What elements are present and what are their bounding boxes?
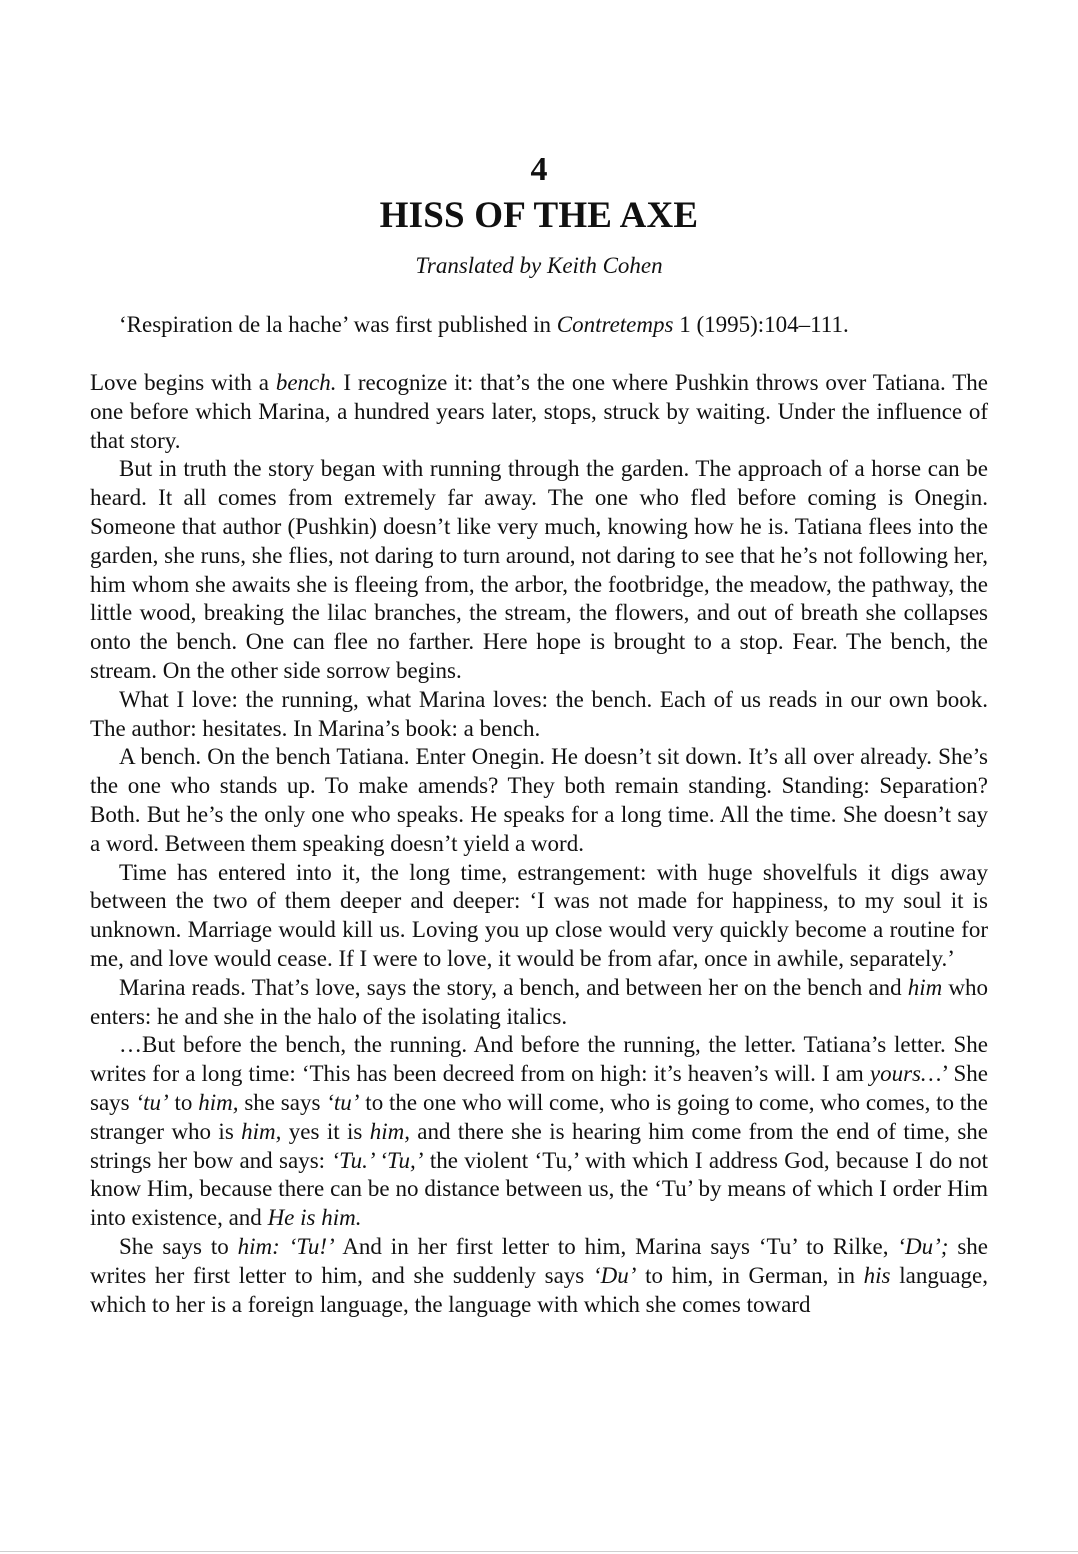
italic-text: yours… (869, 1061, 942, 1087)
translator-credit: Translated by Keith Cohen (415, 253, 663, 278)
italic-text: him: ‘Tu!’ (237, 1233, 335, 1259)
publication-note-citation: 1 (1995):104–111. (673, 312, 849, 337)
italic-text: him (907, 974, 943, 1000)
body-paragraph (90, 1233, 988, 1319)
paragraph-text: Love begins with a (90, 370, 276, 395)
paragraph-text: yes it is (281, 1118, 370, 1144)
body-paragraph (90, 455, 988, 685)
paragraph-text: she says (238, 1089, 327, 1115)
paragraph-text: the violent ‘Tu,’ with which I address God, because I do not know Him, because there can be no distance between us, the ‘Tu’ by means of which I order Him into existence, and (90, 1147, 988, 1231)
paragraph-text: And in her first letter to him, Marina says ‘Tu’ to Rilke, (334, 1233, 898, 1259)
paragraph-text: …But before the bench, the running. And before the running, the letter. Tatiana’s letter. She writes for a long time: ‘This has been decreed from on high: it’s heaven’s will. I am (90, 1032, 988, 1087)
paragraph-text: I recognize it: that’s the one where Pushkin throws over Tatiana. The one before which Marina, a hundred years later, stops, struck by waiting. Under the influence of that story. (90, 370, 988, 453)
chapter-body (90, 369, 988, 1319)
paragraph-text: What I love: the running, what Marina loves: the bench. Each of us reads in our own book. The author: hesitates. In Marina’s book: a bench. (90, 686, 988, 741)
paragraph-text: to him, in German, in (636, 1262, 864, 1288)
body-paragraph (90, 369, 988, 455)
body-paragraph (90, 974, 988, 1032)
paragraph-text: language, which to her is a foreign language, the language with which she comes toward (90, 1262, 988, 1317)
paragraph-text: to (168, 1089, 199, 1115)
italic-text: ‘Tu.’ ‘Tu,’ (331, 1147, 424, 1173)
paragraph-text: and there she is hearing him come from the end of time, she strings her bow and says: (90, 1118, 988, 1173)
journal-title: Contretemps (556, 312, 674, 337)
body-paragraph (90, 1031, 988, 1233)
body-paragraph (90, 743, 988, 858)
publication-note-lead: ‘Respiration de la hache’ was first published in (119, 312, 557, 337)
body-paragraph (90, 686, 988, 744)
italic-text: bench. (275, 370, 337, 395)
page-bottom-divider (0, 1551, 1078, 1552)
italic-text: ‘Du’ (592, 1262, 637, 1288)
paragraph-text: She says to (119, 1233, 238, 1259)
italic-text: ‘tu’ (135, 1089, 169, 1115)
paragraph-text: to the one who will come, who is going to come, who comes, to the stranger who is (90, 1089, 988, 1144)
italic-text: him, (241, 1118, 282, 1144)
paragraph-text: Marina reads. That’s love, says the story, a bench, and between her on the bench and (119, 974, 908, 1000)
italic-text: ‘tu’ (326, 1089, 360, 1115)
italic-text: He is him. (267, 1205, 362, 1231)
paragraph-text: she writes her first letter to him, and she suddenly says (90, 1233, 988, 1288)
paragraph-text: Time has entered into it, the long time, estrangement: with huge shovelfuls it digs away between the two of them deeper and deeper: ‘I was not made for happiness, to my soul it is unknown. Marriage would kill us. Loving you up close would very quickly become a routine for me, and love would cease. If I were to love, it would be from afar, once in awhile, separately.’ (90, 859, 988, 971)
publication-note (119, 310, 999, 340)
chapter-title: HISS OF THE AXE (379, 195, 699, 236)
paragraph-text: who enters: he and she in the halo of the isolating italics. (90, 974, 988, 1029)
chapter-number: 4 (530, 151, 548, 188)
italic-text: his (863, 1262, 891, 1288)
italic-text: him, (369, 1118, 410, 1144)
italic-text: him, (198, 1089, 239, 1115)
paragraph-text: But in truth the story began with running through the garden. The approach of a horse can be heard. It all comes from extremely far away. The one who fled before coming is Onegin. Someone that author (Pushkin) doesn’t like very much, knowing how he is. Tatiana flees into the garden, she runs, she flies, not daring to turn around, not daring to see that he’s not following her, him whom she awaits she is fleeing from, the arbor, the footbridge, the meadow, the pathway, the little wood, breaking the lilac branches, the stream, the flowers, and out of breath she collapses onto the bench. One can flee no farther. Here hope is brought to a stop. Fear. The bench, the stream. On the other side sorrow begins. (90, 456, 988, 683)
paragraph-text: ’ She says (90, 1061, 988, 1115)
body-paragraph (90, 859, 988, 974)
paragraph-text: A bench. On the bench Tatiana. Enter Onegin. He doesn’t sit down. It’s all over already. She’s the one who stands up. To make amends? They both remain standing. Standing: Separation? Both. But he’s the only one who speaks. He speaks for a long time. All the time. She doesn’t say a word. Between them speaking doesn’t yield a word. (90, 744, 988, 856)
italic-text: ‘Du’; (897, 1233, 949, 1259)
